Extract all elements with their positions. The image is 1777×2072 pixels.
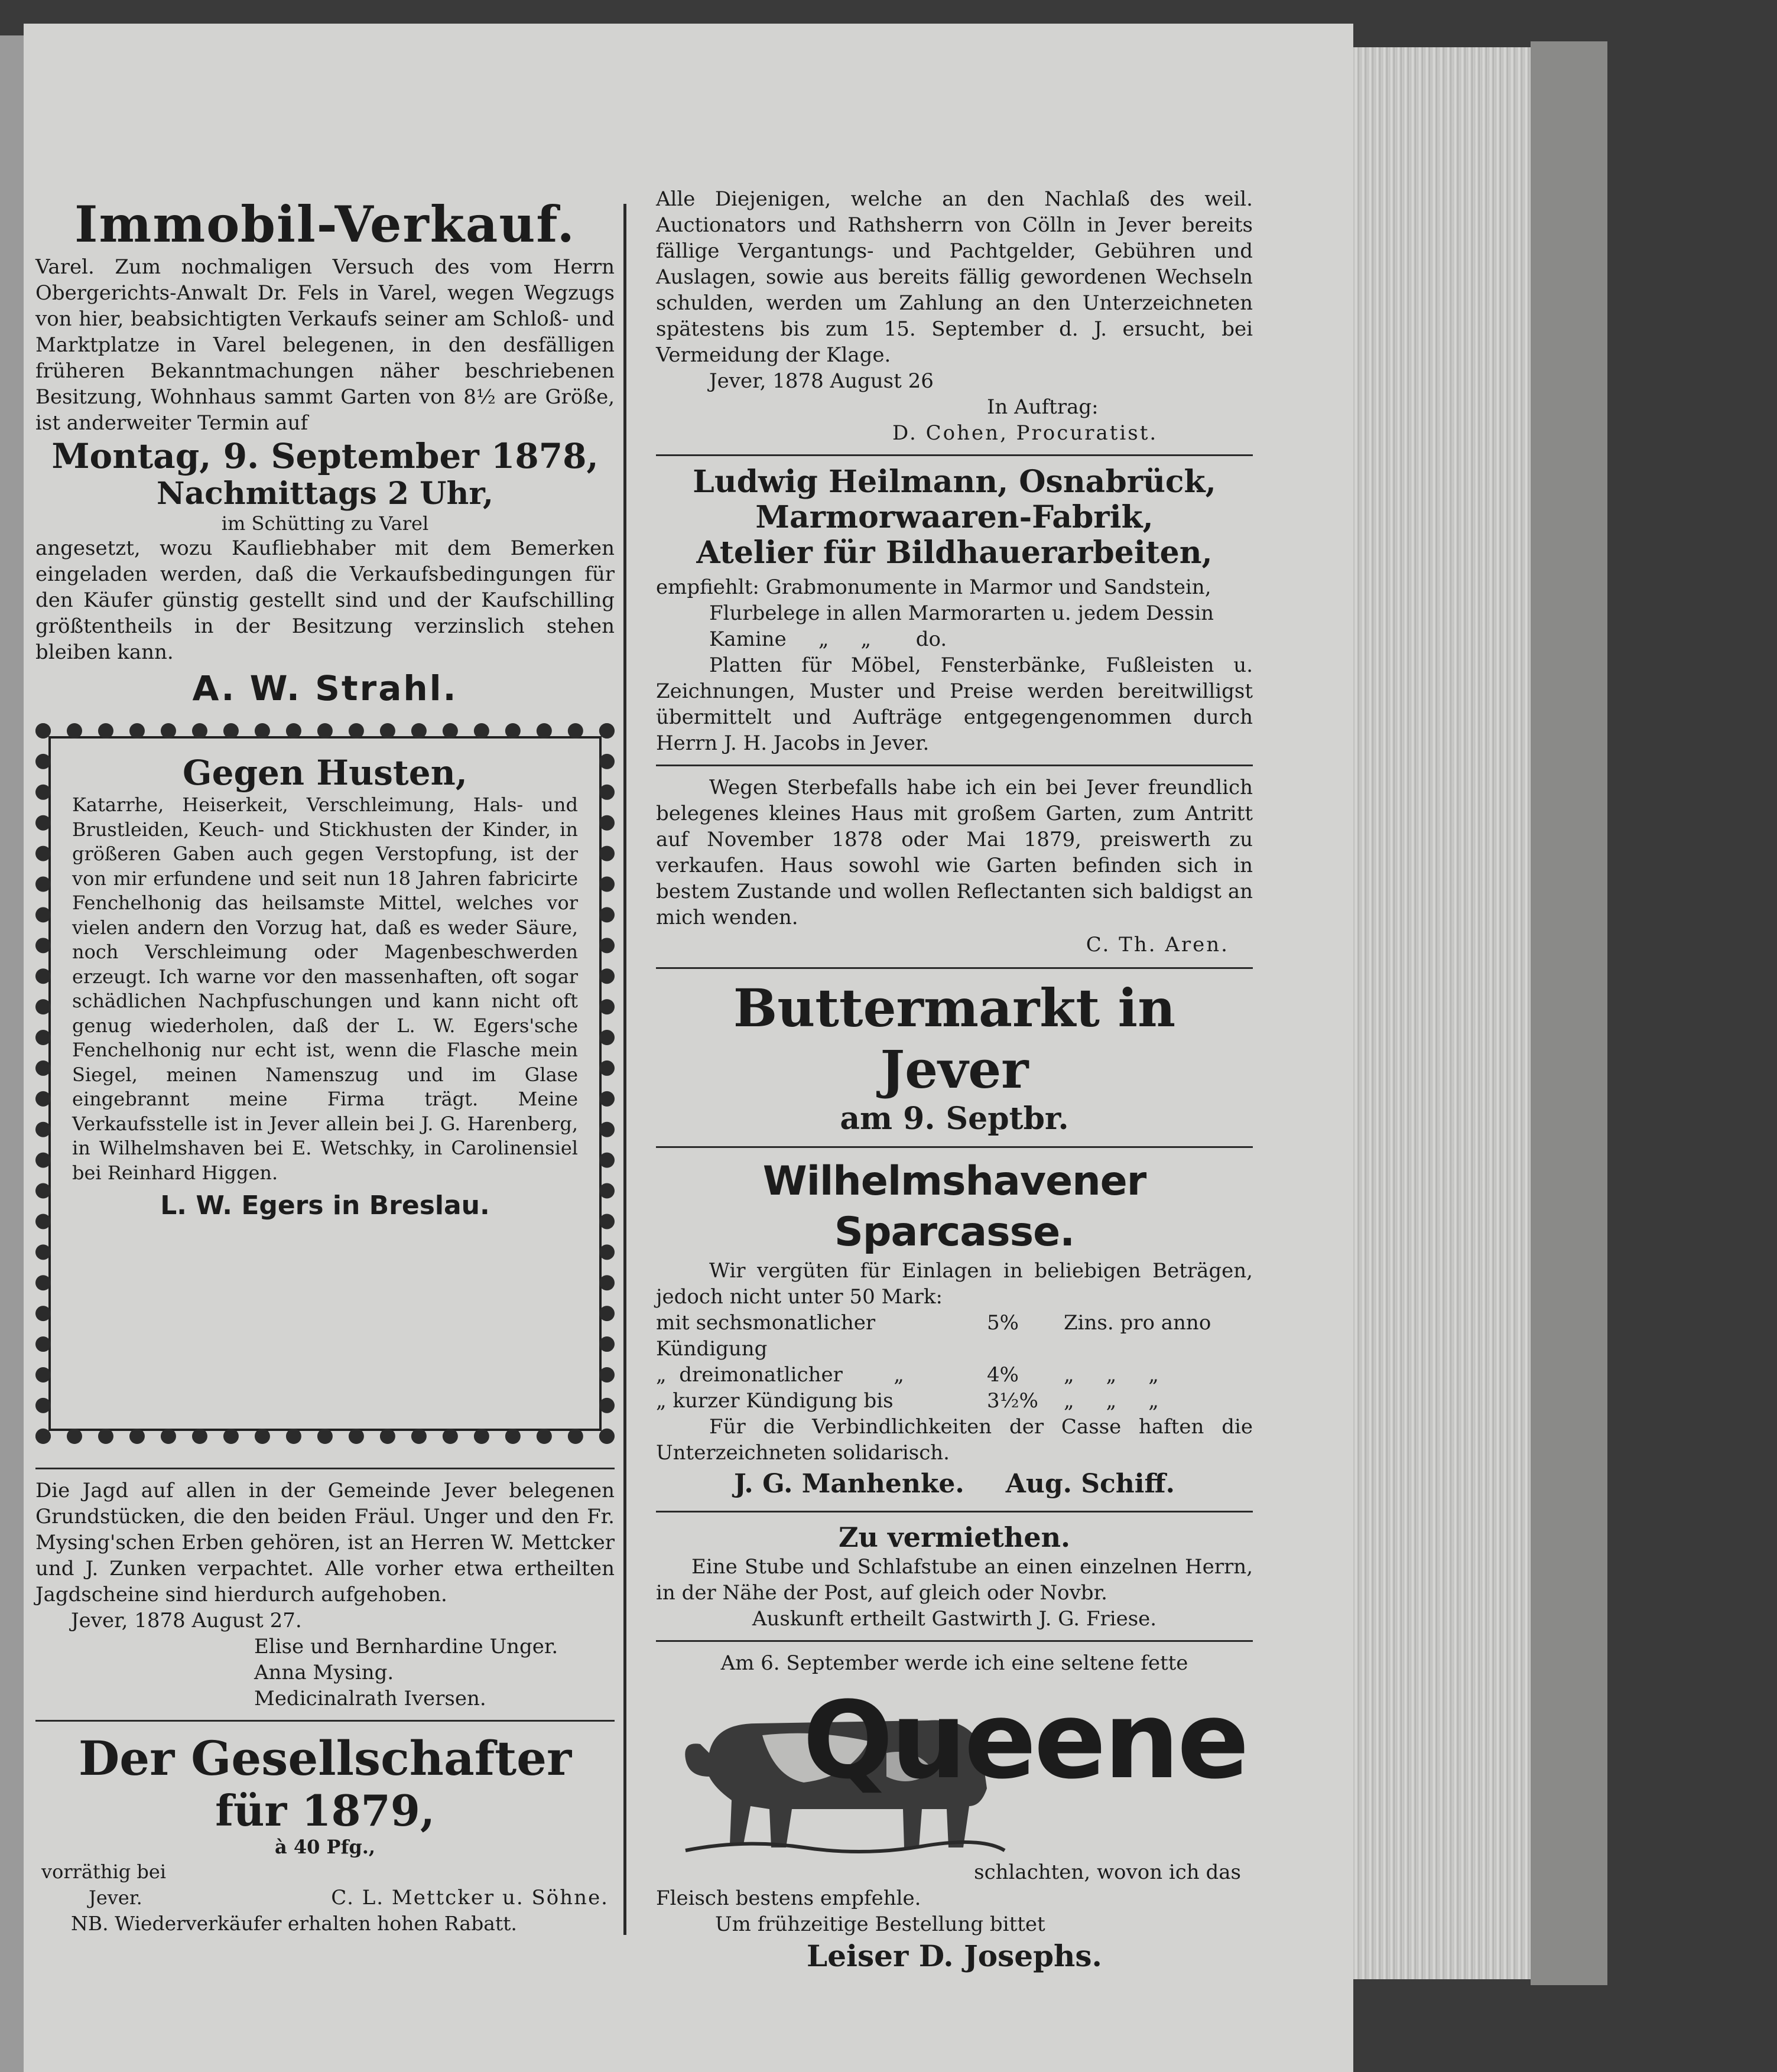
separator-rule <box>656 1511 1253 1512</box>
notice-jagd <box>35 1478 615 1712</box>
husten-body: Katarrhe, Heiserkeit, Verschleimung, Hals- und Brustleiden, Keuch- und Stickhusten der Kinder, in größeren Gaben auch gegen Verstopfung, ist der von mir erfundene und seit nun 18 Jahren fabricirte Fenchelhonig das heilsamste Mittel, welches vor vielen andern den Vorzug hat, daß es weder Säure, noch Verschleimung oder Magenbeschwerden erzeugt. Ich warne vor den massenhaften, oft sogar schädlichen Nachpfuschungen und kann nicht oft genug wiederholen, daß der L. W. Egers'sche Fenchelhonig nur echt ist, wenn die Flasche mein Siegel, meinen Namenszug und im Glase eingebrannt meine Firma trägt. Meine Verkaufsstelle ist in Jever allein bei J. G. Harenberg, in Wilhelmshaven bei E. Wetschky, in Carolinensiel bei Reinhard Higgen. <box>72 793 578 1184</box>
husten-signature: L. W. Egers in Breslau. <box>160 1190 490 1221</box>
rate-note: Zins. pro anno <box>1064 1311 1211 1335</box>
separator-rule <box>35 1720 615 1722</box>
jagd-sig-2: Anna Mysing. <box>254 1661 394 1684</box>
immobil-body2: angesetzt, wozu Kaufliebhaber mit dem Bemerken eingeladen werden, daß die Verkaufsbedingungen für den Käufer günstig gestellt sind und der Kaufschilling größtentheils in der Besitzung verzinslich stehen bleiben kann. <box>35 536 615 664</box>
column-divider <box>623 204 626 1935</box>
jagd-body: Die Jagd auf allen in der Gemeinde Jever belegenen Grundstücken, die den beiden Fräul. Unger und den Fr. Mysing'schen Erben gehören, ist an Herren W. Mettcker und J. Zunken verpachtet. Alle vorher etwa ertheilten Jagdscheine sind hierdurch aufgehoben. <box>35 1479 615 1606</box>
nachlass-body: Alle Diejenigen, welche an den Nachlaß des weil. Auctionators und Rathsherrn von Cölln in Jever bereits fällige Vergantungs- und Pachtgelder, Gebühren und Auslagen, sowie aus bereits fällig gewordenen Wechseln schulden, werden um Zahlung an den Unterzeichneten spätestens bis zum 15. September d. J. ersucht, bei Vermeidung der Klage. <box>656 187 1253 367</box>
book-cover-board <box>1531 41 1607 1985</box>
immobil-signature: A. W. Strahl. <box>192 668 458 708</box>
ad-immobil-verkauf <box>35 195 615 711</box>
ad-buttermarkt <box>656 977 1253 1138</box>
heilmann-line-2: Marmorwaaren-Fabrik, <box>755 499 1154 535</box>
jagd-dateline: Jever, 1878 August 27. <box>71 1609 302 1632</box>
queene-signature: Leiser D. Josephs. <box>807 1938 1102 1973</box>
jagd-sig-1: Elise und Bernhardine Unger. <box>254 1635 558 1658</box>
rate-note: „ „ „ <box>1064 1389 1159 1413</box>
separator-rule <box>35 1468 615 1469</box>
immobil-place: im Schütting zu Varel <box>221 512 429 535</box>
sparcasse-intro: Wir vergüten für Einlagen in beliebigen Beträgen, jedoch nicht unter 50 Mark: <box>656 1259 1253 1309</box>
queene-order: Um frühzeitige Bestellung bittet <box>715 1912 1045 1936</box>
queene-cont-2: Fleisch bestens empfehle. <box>656 1886 921 1910</box>
rate-note: „ „ „ <box>1064 1363 1159 1387</box>
gesellschafter-avail-2: Jever. <box>89 1886 142 1909</box>
ad-gegen-husten <box>35 723 615 1444</box>
heilmann-p2: Flurbelege in allen Marmorarten u. jedem Dessin <box>709 601 1214 625</box>
gesellschafter-title: Der Gesellschafter <box>78 1731 572 1786</box>
rate-row <box>656 1310 1253 1362</box>
ad-heilmann <box>656 464 1253 756</box>
separator-rule <box>656 1146 1253 1148</box>
rate-row <box>656 1362 1253 1388</box>
vermiethen-body: Eine Stube und Schlafstube an einen einzelnen Herrn, in der Nähe der Post, auf gleich oder Novbr. <box>656 1555 1253 1605</box>
buttermarkt-title: Buttermarkt in Jever <box>733 977 1176 1100</box>
rate-label: „ dreimonatlicher „ <box>656 1363 904 1387</box>
separator-rule <box>656 1640 1253 1642</box>
sparcasse-sig-1: J. G. Manhenke. <box>734 1469 964 1499</box>
rate-row <box>656 1388 1253 1414</box>
notice-haus <box>656 775 1253 959</box>
immobil-title: Immobil-Verkauf. <box>74 195 576 253</box>
gesellschafter-seller: C. L. Mettcker u. Söhne. <box>331 1886 609 1910</box>
heilmann-p1: empfiehlt: Grabmonumente in Marmor und Sandstein, <box>656 575 1211 599</box>
immobil-body: Varel. Zum nochmaligen Versuch des vom Herrn Obergerichts-Anwalt Dr. Fels in Varel, wegen Wegzugs von hier, beabsichtigten Verkaufs seiner am Schloß- und Marktplatze in Varel belegenen, in den desfälligen früheren Bekanntmachungen näher beschriebenen Besitzung, Wohnhaus sammt Garten von 8½ are Größe, ist anderweiter Termin auf <box>35 255 615 435</box>
sparcasse-sig-2: Aug. Schiff. <box>1005 1469 1175 1499</box>
vermiethen-info: Auskunft ertheilt Gastwirth J. G. Friese. <box>752 1607 1157 1631</box>
separator-rule <box>656 765 1253 766</box>
left-column <box>35 195 615 1937</box>
haus-signature: C. Th. Aren. <box>1086 933 1229 957</box>
queene-intro: Am 6. September werde ich eine seltene fette <box>720 1651 1188 1675</box>
queene-cont: schlachten, wovon ich das <box>974 1860 1241 1884</box>
right-column <box>656 186 1253 1975</box>
ad-gesellschafter <box>35 1730 615 1937</box>
nachlass-auftrag: In Auftrag: <box>987 395 1099 419</box>
vermiethen-title: Zu vermiethen. <box>838 1521 1071 1553</box>
jagd-sig-3: Medicinalrath Iversen. <box>254 1687 486 1710</box>
notice-nachlass <box>656 186 1253 446</box>
sparcasse-rates <box>656 1310 1253 1414</box>
sparcasse-liability: Für die Verbindlichkeiten der Casse haften die Unterzeichneten solidarisch. <box>656 1415 1253 1465</box>
rate-value: 4% <box>987 1363 1019 1387</box>
gesellschafter-nb: NB. Wiederverkäufer erhalten hohen Rabatt. <box>71 1912 517 1935</box>
rate-label: „ kurzer Kündigung bis <box>656 1389 894 1413</box>
nachlass-signature: D. Cohen, Procuratist. <box>892 421 1158 445</box>
ad-sparcasse <box>656 1156 1253 1502</box>
sparcasse-title: Wilhelmshavener Sparcasse. <box>762 1158 1146 1255</box>
gesellschafter-year: für 1879, <box>215 1785 435 1836</box>
heilmann-line-1: Ludwig Heilmann, Osnabrück, <box>693 464 1216 500</box>
buttermarkt-sub: am 9. Septbr. <box>840 1101 1069 1137</box>
heilmann-p4: Platten für Möbel, Fensterbänke, Fußleisten u. Zeichnungen, Muster und Preise werden bereitwilligst übermittelt und Aufträge entgegengenommen durch Herrn J. H. Jacobs in Jever. <box>656 653 1253 755</box>
heilmann-line-3: Atelier für Bildhauerarbeiten, <box>696 535 1213 571</box>
nachlass-dateline: Jever, 1878 August 26 <box>709 369 934 393</box>
haus-body: Wegen Sterbefalls habe ich ein bei Jever freundlich belegenes kleines Haus mit großem Garten, zum Antritt auf November 1878 oder Mai 1879, preiswerth zu verkaufen. Haus sowohl wie Garten befinden sich in bestem Zustande und wollen Reflectanten sich baldigst an mich wenden. <box>656 776 1253 929</box>
immobil-time: Nachmittags 2 Uhr, <box>156 476 494 512</box>
immobil-date: Montag, 9. September 1878, <box>51 436 599 476</box>
separator-rule <box>656 967 1253 969</box>
ad-vermiethen <box>656 1521 1253 1632</box>
book-binding-left <box>0 35 24 2072</box>
gesellschafter-price: à 40 Pfg., <box>274 1836 376 1858</box>
rate-value: 3½% <box>987 1389 1038 1413</box>
rate-value: 5% <box>987 1311 1019 1335</box>
book-page-edges <box>1353 47 1531 1979</box>
separator-rule <box>656 454 1253 456</box>
ad-queene <box>656 1650 1253 1975</box>
gesellschafter-avail-1: vorräthig bei <box>41 1860 167 1883</box>
rate-label: mit sechsmonatlicher Kündigung <box>656 1311 876 1361</box>
husten-title: Gegen Husten, <box>183 753 467 793</box>
heilmann-p3: Kamine „ „ do. <box>709 627 947 651</box>
queene-word: Queene <box>803 1679 1247 1803</box>
